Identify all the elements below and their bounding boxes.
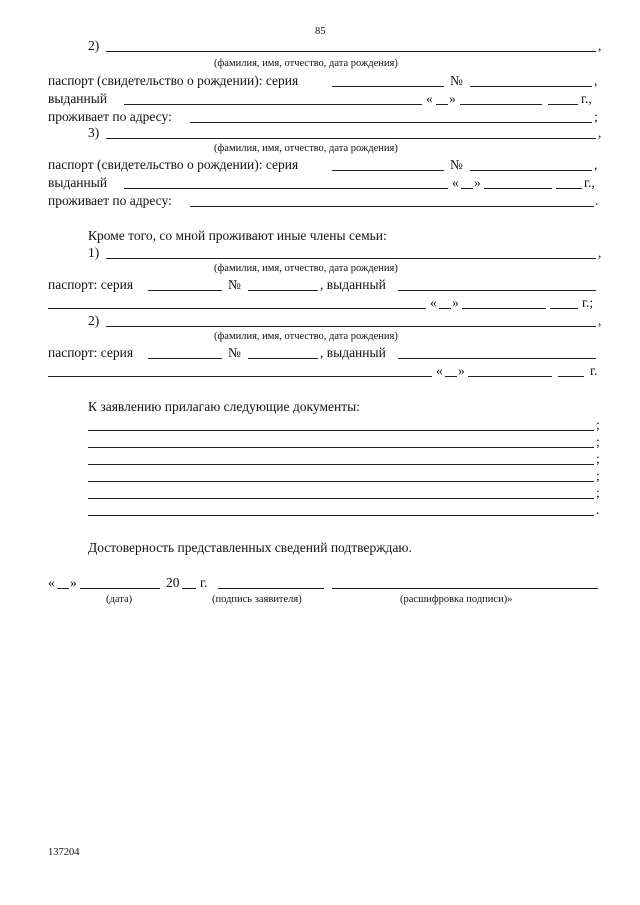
- document-line[interactable]: [88, 464, 594, 465]
- fio-field[interactable]: [106, 258, 596, 259]
- close-quote: »: [474, 175, 481, 190]
- comma-mark: ,: [598, 313, 602, 328]
- issued-label: , выданный: [320, 277, 386, 292]
- issued-label: выданный: [48, 175, 108, 190]
- signature-year-field[interactable]: [182, 588, 196, 589]
- year-abbr: г.,: [581, 91, 592, 106]
- person-index: 3): [88, 125, 100, 140]
- footer-code: 137204: [48, 847, 80, 858]
- issue-day-field[interactable]: [439, 308, 451, 309]
- open-quote: «: [436, 363, 443, 378]
- end-mark: ;: [594, 109, 598, 124]
- issue-month-field[interactable]: [468, 376, 552, 377]
- number-sign: №: [228, 277, 241, 292]
- number-sign: №: [450, 73, 463, 88]
- signature-decoding-field[interactable]: [332, 588, 598, 589]
- passport-label: паспорт (свидетельство о рождении): серия: [48, 157, 299, 172]
- issued-label: , выданный: [320, 345, 386, 360]
- decoding-caption: (расшифровка подписи)»: [400, 594, 513, 605]
- person-index: 2): [88, 38, 100, 53]
- issue-day-field[interactable]: [461, 188, 473, 189]
- documents-heading: К заявлению прилагаю следующие документы:: [88, 399, 360, 414]
- passport-number-field[interactable]: [248, 290, 318, 291]
- fio-caption: (фамилия, имя, отчество, дата рождения): [214, 263, 398, 274]
- line-end-mark: ;: [596, 468, 600, 483]
- passport-label: паспорт (свидетельство о рождении): серия: [48, 73, 299, 88]
- comma-mark: ,: [594, 73, 598, 88]
- issue-month-field[interactable]: [462, 308, 546, 309]
- issue-year-field[interactable]: [556, 188, 582, 189]
- passport-number-field[interactable]: [470, 170, 592, 171]
- address-field[interactable]: [190, 122, 592, 123]
- issued-by-field[interactable]: [398, 290, 596, 291]
- comma-mark: ,: [598, 125, 602, 140]
- passport-series-field[interactable]: [332, 86, 444, 87]
- fio-caption: (фамилия, имя, отчество, дата рождения): [214, 143, 398, 154]
- passport-label: паспорт: серия: [48, 345, 134, 360]
- open-quote: «: [452, 175, 459, 190]
- fio-caption: (фамилия, имя, отчество, дата рождения): [214, 58, 398, 69]
- line-end-mark: .: [596, 502, 600, 517]
- fio-field[interactable]: [106, 326, 596, 327]
- member-index: 2): [88, 313, 100, 328]
- passport-number-field[interactable]: [470, 86, 592, 87]
- passport-series-field[interactable]: [148, 358, 222, 359]
- confirmation-text: Достоверность представленных сведений подтверждаю.: [88, 540, 412, 555]
- fio-field[interactable]: [106, 51, 596, 52]
- line-end-mark: ;: [596, 434, 600, 449]
- document-line[interactable]: [88, 498, 594, 499]
- signature-month-field[interactable]: [80, 588, 160, 589]
- signature-field[interactable]: [218, 588, 324, 589]
- issue-month-field[interactable]: [460, 104, 542, 105]
- address-label: проживает по адресу:: [48, 109, 172, 124]
- issue-year-field[interactable]: [558, 376, 584, 377]
- issued-by-field[interactable]: [124, 188, 448, 189]
- passport-label: паспорт: серия: [48, 277, 134, 292]
- comma-mark: ,: [594, 157, 598, 172]
- fio-caption: (фамилия, имя, отчество, дата рождения): [214, 331, 398, 342]
- issue-year-field[interactable]: [550, 308, 578, 309]
- close-quote: »: [449, 91, 456, 106]
- passport-series-field[interactable]: [148, 290, 222, 291]
- end-mark: .: [595, 193, 599, 208]
- comma-mark: ,: [598, 38, 602, 53]
- signature-day-field[interactable]: [57, 588, 69, 589]
- close-quote: »: [458, 363, 465, 378]
- other-members-heading: Кроме того, со мной проживают иные члены семьи:: [88, 228, 387, 243]
- document-line[interactable]: [88, 447, 594, 448]
- address-field[interactable]: [190, 206, 594, 207]
- issue-year-field[interactable]: [548, 104, 578, 105]
- signature-caption: (подпись заявителя): [212, 594, 302, 605]
- passport-series-field[interactable]: [332, 170, 444, 171]
- year-suffix: г.: [200, 575, 208, 590]
- issue-day-field[interactable]: [436, 104, 448, 105]
- line-end-mark: ;: [596, 485, 600, 500]
- close-quote: »: [452, 295, 459, 310]
- year-abbr: г.,: [584, 175, 595, 190]
- page-number: 85: [315, 26, 326, 37]
- member-index: 1): [88, 245, 100, 260]
- issue-day-field[interactable]: [445, 376, 457, 377]
- number-sign: №: [228, 345, 241, 360]
- address-label: проживает по адресу:: [48, 193, 172, 208]
- year-abbr: г.;: [582, 295, 594, 310]
- document-line[interactable]: [88, 430, 594, 431]
- year-abbr: г.: [590, 363, 598, 378]
- issued-label: выданный: [48, 91, 108, 106]
- issued-by-field-continued[interactable]: [48, 376, 432, 377]
- comma-mark: ,: [598, 245, 602, 260]
- issued-by-field[interactable]: [398, 358, 596, 359]
- document-line[interactable]: [88, 481, 594, 482]
- date-caption: (дата): [106, 594, 133, 605]
- line-end-mark: ;: [596, 417, 600, 432]
- document-line[interactable]: [88, 515, 594, 516]
- issued-by-field-continued[interactable]: [48, 308, 426, 309]
- issue-month-field[interactable]: [484, 188, 552, 189]
- open-quote: «: [48, 575, 55, 590]
- number-sign: №: [450, 157, 463, 172]
- open-quote: «: [430, 295, 437, 310]
- year-prefix: 20: [166, 575, 180, 590]
- issued-by-field[interactable]: [124, 104, 422, 105]
- passport-number-field[interactable]: [248, 358, 318, 359]
- open-quote: «: [426, 91, 433, 106]
- line-end-mark: ;: [596, 451, 600, 466]
- fio-field[interactable]: [106, 138, 596, 139]
- close-quote: »: [70, 575, 77, 590]
